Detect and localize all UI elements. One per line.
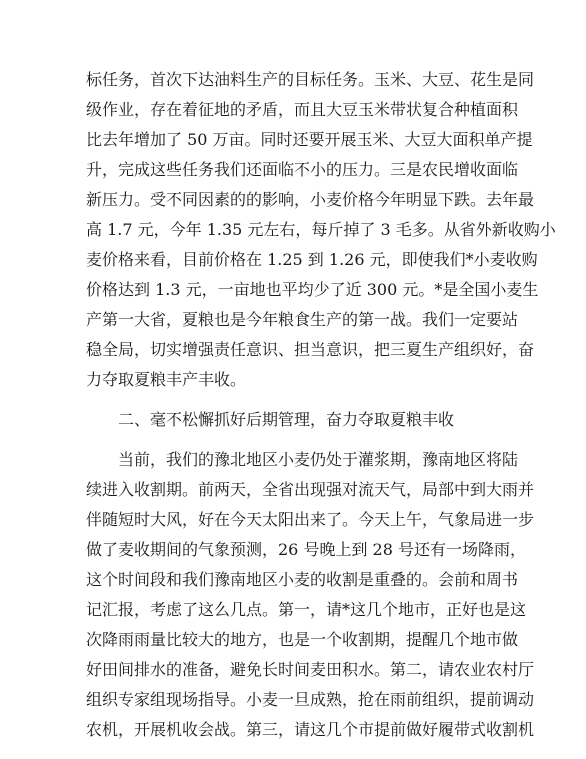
- text-line: 好田间排水的准备，避免长时间麦田积水。第二，请农业农村厅: [86, 660, 535, 679]
- text-line: 新压力。受不同因素的的影响，小麦价格今年明显下跌。去年最: [86, 190, 535, 209]
- text-line: 组织专家组现场指导。小麦一旦成熟，抢在雨前组织，提前调动: [86, 690, 535, 709]
- text-line: 价格达到 1.3 元，一亩地也平均少了近 300 元。*是全国小麦生: [86, 280, 539, 299]
- section-heading: 二、毫不松懈抓好后期管理，奋力夺取夏粮丰收: [118, 410, 455, 429]
- text-line: 次降雨雨量比较大的地方，也是一个收割期，提醒几个地市做: [86, 630, 519, 649]
- text-line: 伴随短时大风，好在今天太阳出来了。今天上午，气象局进一步: [86, 510, 535, 529]
- text-line: 高 1.7 元，今年 1.35 元左右，每斤掉了 3 毛多。从省外新收购小: [86, 220, 556, 239]
- text-line: 稳全局，切实增强责任意识、担当意识，把三夏生产组织好，奋: [86, 340, 535, 359]
- text-line: 力夺取夏粮丰产丰收。: [86, 370, 247, 389]
- text-line: 麦价格来看，目前价格在 1.25 到 1.26 元，即使我们*小麦收购: [86, 250, 538, 269]
- text-line: 当前，我们的豫北地区小麦仍处于灌浆期，豫南地区将陆: [118, 450, 519, 469]
- text-line: 续进入收割期。前两天，全省出现强对流天气，局部中到大雨并: [86, 480, 535, 499]
- text-line: 农机，开展机收会战。第三，请这几个市提前做好履带式收割机: [86, 720, 535, 739]
- text-line: 这个时间段和我们豫南地区小麦的收割是重叠的。会前和周书: [86, 570, 519, 589]
- text-line: 标任务，首次下达油料生产的目标任务。玉米、大豆、花生是同: [86, 70, 535, 89]
- text-line: 记汇报，考虑了这么几点。第一，请*这几个地市，正好也是这: [86, 600, 527, 619]
- text-line: 产第一大省，夏粮也是今年粮食生产的第一战。我们一定要站: [86, 310, 519, 329]
- text-line: 比去年增加了 50 万亩。同时还要开展玉米、大豆大面积单产提: [86, 130, 533, 149]
- text-line: 升，完成这些任务我们还面临不小的压力。三是农民增收面临: [86, 160, 519, 179]
- text-line: 级作业，存在着征地的矛盾，而且大豆玉米带状复合种植面积: [86, 100, 519, 119]
- text-line: 做了麦收期间的气象预测，26 号晚上到 28 号还有一场降雨，: [86, 540, 526, 559]
